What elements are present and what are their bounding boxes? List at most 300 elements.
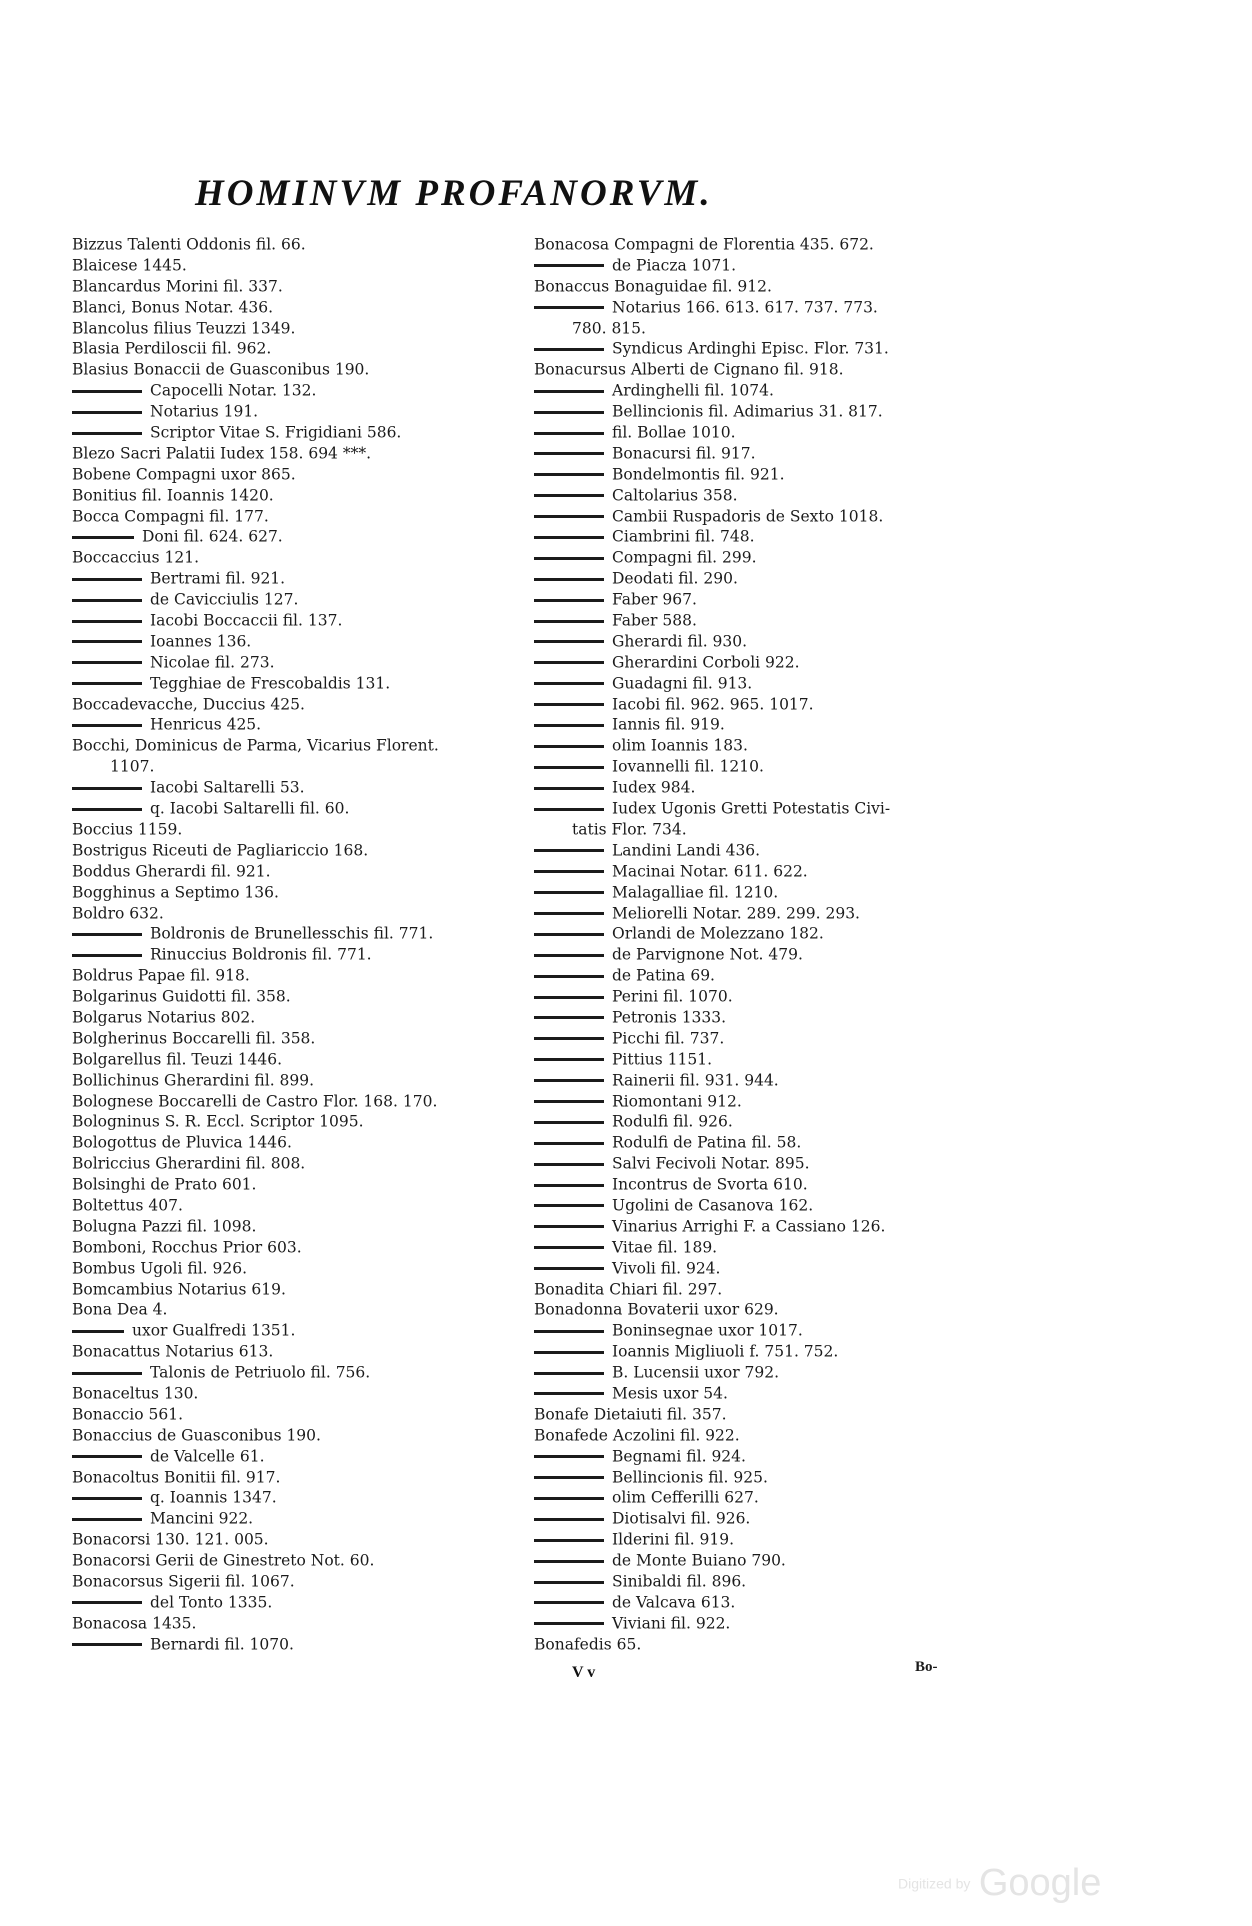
repeat-dash [534,1560,604,1563]
index-entry [534,631,954,652]
index-entry-text: Ioannis Migliuoli f. 751. 752. [612,1342,839,1361]
index-entry [72,443,522,464]
index-entry-text: Bonadita Chiari fil. 297. [534,1280,723,1299]
index-entry-text: Vivoli fil. 924. [612,1259,721,1278]
repeat-dash [72,578,142,581]
index-entry [72,1508,522,1529]
index-entry [534,1258,954,1279]
repeat-dash [534,912,604,915]
repeat-dash [534,1518,604,1521]
index-entry [72,1571,522,1592]
index-entry-text: de Valcelle 61. [150,1447,265,1466]
index-entry [72,506,522,527]
index-entry [534,422,954,443]
index-entry-text: Mesis uxor 54. [612,1384,728,1403]
index-entry-text: Begnami fil. 924. [612,1447,746,1466]
repeat-dash [72,682,142,685]
index-entry-text: Iacobi fil. 962. 965. 1017. [612,695,814,714]
index-entry-text: Bostrigus Riceuti de Pagliariccio 168. [72,841,369,860]
repeat-dash [72,787,142,790]
index-entry [72,819,522,840]
index-entry-text: Bomcambius Notarius 619. [72,1280,286,1299]
index-entry-text: Bellincionis fil. Adimarius 31. 817. [612,402,883,421]
index-entry [72,1425,522,1446]
index-entry [534,1153,954,1174]
index-entry-text: Ugolini de Casanova 162. [612,1196,814,1215]
index-entry [72,1446,522,1467]
index-entry [534,735,954,756]
index-entry [72,840,522,861]
index-entry [534,338,954,359]
index-entry [72,1592,522,1613]
repeat-dash [534,1204,604,1207]
repeat-dash [534,620,604,623]
repeat-dash [534,452,604,455]
repeat-dash [534,1058,604,1061]
index-entry-text: de Cavicciulis 127. [150,590,299,609]
index-entry-text: Syndicus Ardinghi Episc. Flor. 731. [612,340,889,358]
index-entry [72,1195,522,1216]
index-entry [534,923,954,944]
repeat-dash [534,891,604,894]
index-entry [72,882,522,903]
index-entry-text: Blezo Sacri Palatii Iudex 158. 694 ***. [72,444,372,463]
index-entry [72,1634,522,1655]
repeat-dash [534,515,604,518]
index-entry [72,1529,522,1550]
index-column-left [72,234,522,1655]
index-entry-text: Boccius 1159. [72,820,183,839]
index-entry-text: Bonaccius de Guasconibus 190. [72,1426,321,1445]
repeat-dash [72,808,142,811]
index-entry-text: Viviani fil. 922. [612,1614,731,1633]
index-entry [72,1279,522,1300]
repeat-dash [534,849,604,852]
index-entry-text: Meliorelli Notar. 289. 299. 293. [612,904,860,923]
index-entry-text: Macinai Notar. 611. 622. [612,862,808,881]
index-entry-text: Capocelli Notar. 132. [150,381,317,400]
index-entry [72,1258,522,1279]
index-entry-text: Doni fil. 624. 627. [142,528,283,547]
index-entry [72,547,522,568]
repeat-dash [72,1455,142,1458]
index-entry [534,694,954,715]
index-entry [72,1070,522,1091]
index-entry [72,422,522,443]
index-entry-text: Bollichinus Gherardini fil. 899. [72,1071,315,1090]
index-entry [534,297,954,318]
repeat-dash [534,1037,604,1040]
index-entry-text: Perini fil. 1070. [612,987,733,1006]
index-entry-text: Ilderini fil. 919. [612,1530,735,1549]
repeat-dash [534,724,604,727]
repeat-dash [72,1518,142,1521]
index-entry [72,1362,522,1383]
index-entry-text: Blanci, Bonus Notar. 436. [72,298,274,317]
repeat-dash [534,411,604,414]
repeat-dash [72,724,142,727]
repeat-dash [72,640,142,643]
index-entry-text: Boccadevacche, Duccius 425. [72,695,305,714]
index-entry [534,1467,954,1488]
index-entry [72,610,522,631]
index-entry-text: Bonacorsi 130. 121. 005. [72,1530,269,1549]
index-entry [72,1550,522,1571]
index-entry-text: Salvi Fecivoli Notar. 895. [612,1154,810,1173]
repeat-dash [534,1163,604,1166]
index-entry [534,526,954,547]
index-entry-text: Bertrami fil. 921. [150,569,286,588]
repeat-dash [534,432,604,435]
index-entry-text: Petronis 1333. [612,1008,727,1027]
index-entry [72,1320,522,1341]
index-entry-text: de Parvignone Not. 479. [612,945,803,964]
index-entry-text: Bonafedis 65. [534,1635,642,1654]
index-entry-text: Compagni fil. 299. [612,548,757,567]
index-entry [72,1216,522,1237]
index-entry-text: q. Iacobi Saltarelli fil. 60. [150,799,350,818]
repeat-dash [534,1100,604,1103]
index-entry-text: uxor Gualfredi 1351. [132,1321,296,1340]
index-entry-text: Bonacursi fil. 917. [612,444,756,463]
index-entry-text: Rodulfi fil. 926. [612,1112,733,1131]
index-entry-text: Ardinghelli fil. 1074. [612,381,774,400]
index-entry-text: Bizzus Talenti Oddonis fil. 66. [72,235,306,254]
index-entry-text: Boldro 632. [72,904,164,923]
index-entry [534,1550,954,1571]
index-entry [534,568,954,589]
page-title: HOMINVM PROFANORVM. [195,173,713,214]
repeat-dash [534,264,604,267]
index-entry [534,443,954,464]
index-entry [534,1070,954,1091]
repeat-dash [72,661,142,664]
repeat-dash [72,1330,124,1333]
repeat-dash [534,766,604,769]
index-entry-text: Boldrus Papae fil. 918. [72,966,250,985]
index-entry [72,485,522,506]
repeat-dash [72,599,142,602]
index-entry-text: Picchi fil. 737. [612,1029,725,1048]
index-entry [72,986,522,1007]
index-entry-text: Bonacorsi Gerii de Ginestreto Not. 60. [72,1551,375,1570]
repeat-dash [72,1643,142,1646]
index-entry-text: Blancolus filius Teuzzi 1349. [72,319,296,338]
index-entry [534,1216,954,1237]
index-entry [534,1571,954,1592]
repeat-dash [534,1016,604,1019]
index-entry [72,526,522,547]
index-entry [534,1279,954,1300]
repeat-dash [72,536,134,539]
index-entry-text: de Piacza 1071. [612,256,737,275]
index-entry-text: Talonis de Petriuolo fil. 756. [150,1363,371,1382]
index-entry [534,652,954,673]
repeat-dash [534,557,604,560]
index-entry [72,1132,522,1153]
index-entry-text: Bolgherinus Boccarelli fil. 358. [72,1029,316,1048]
index-entry-text: Iacobi Boccaccii fil. 137. [150,611,343,630]
index-entry-text: Bonaceltus 130. [72,1384,199,1403]
index-entry-text: Boldronis de Brunellesschis fil. 771. [150,924,434,943]
index-entry-text: Gherardini Corboli 922. [612,653,800,672]
index-entry-text: olim Ioannis 183. [612,736,748,755]
repeat-dash [72,390,142,393]
index-entry [72,861,522,882]
index-entry [534,1487,954,1508]
index-entry [534,1362,954,1383]
index-entry-text: Mancini 922. [150,1509,254,1528]
index-entry [72,464,522,485]
repeat-dash [534,1121,604,1124]
repeat-dash [534,1455,604,1458]
index-entry [534,589,954,610]
repeat-dash [534,1581,604,1584]
index-entry-text: Notarius 191. [150,402,259,421]
index-entry-text: Ciambrini fil. 748. [612,528,755,547]
repeat-dash [72,432,142,435]
repeat-dash [534,390,604,393]
index-entry-text: Diotisalvi fil. 926. [612,1509,751,1528]
index-entry [534,380,954,401]
digitized-watermark [898,1862,1101,1905]
index-entry [534,401,954,422]
index-entry [534,965,954,986]
repeat-dash [534,1225,604,1228]
index-entry [72,1467,522,1488]
index-entry-text: Boddus Gherardi fil. 921. [72,862,271,881]
index-entry [72,318,522,339]
index-entry-text: Rinuccius Boldronis fil. 771. [150,945,372,964]
repeat-dash [72,933,142,936]
index-entry-text: Blasius Bonaccii de Guasconibus 190. [72,360,370,379]
repeat-dash [534,578,604,581]
index-entry [72,359,522,380]
repeat-dash [534,348,604,351]
index-entry-text: Boltettus 407. [72,1196,183,1215]
repeat-dash [534,1601,604,1604]
index-entry-text: Bolugna Pazzi fil. 1098. [72,1217,257,1236]
index-entry-text: Rainerii fil. 931. 944. [612,1071,779,1090]
index-entry [72,714,522,735]
repeat-dash [534,1184,604,1187]
index-entry-text: Guadagni fil. 913. [612,674,753,693]
catchword: Bo- [915,1659,938,1675]
index-entry-text: Malagalliae fil. 1210. [612,883,779,902]
index-entry-text: del Tonto 1335. [150,1593,273,1612]
index-entry-text: Blancardus Morini fil. 337. [72,277,283,296]
index-entry-text: Bonaccio 561. [72,1405,184,1424]
index-entry [72,1487,522,1508]
index-entry-text: Bolognese Boccarelli de Castro Flor. 168. 170. [72,1092,438,1111]
index-entry-text: Pittius 1151. [612,1050,713,1069]
signature-mark: V v [572,1664,596,1681]
index-entry [72,944,522,965]
index-entry-text: Bonaccus Bonaguidae fil. 912. [534,277,772,296]
repeat-dash [534,1372,604,1375]
index-entry [534,777,954,798]
index-entry [72,798,522,819]
index-entry [534,1091,954,1112]
repeat-dash [534,640,604,643]
repeat-dash [534,494,604,497]
index-entry [534,1446,954,1467]
index-entry [72,1111,522,1132]
index-entry [534,1592,954,1613]
index-entry [534,1634,954,1655]
index-entry [72,1028,522,1049]
index-entry-text: 780. 815. [572,319,646,338]
index-entry-text: Bobene Compagni uxor 865. [72,465,296,484]
repeat-dash [534,1497,604,1500]
index-entry [72,673,522,694]
repeat-dash [534,473,604,476]
index-entry [534,1049,954,1070]
repeat-dash [534,1476,604,1479]
index-entry [72,903,522,924]
index-entry [534,234,954,255]
repeat-dash [534,787,604,790]
index-entry-text: Bonacosa 1435. [72,1614,197,1633]
index-entry [534,359,954,380]
index-entry-text: Gherardi fil. 930. [612,632,748,651]
index-entry [534,1111,954,1132]
index-entry [534,882,954,903]
index-entry [534,1174,954,1195]
index-entry [534,1320,954,1341]
repeat-dash [534,1330,604,1333]
index-entry-text: Bernardi fil. 1070. [150,1635,294,1654]
repeat-dash [72,411,142,414]
index-entry [72,1007,522,1028]
repeat-dash [534,1142,604,1145]
index-entry-text: B. Lucensii uxor 792. [612,1363,780,1382]
repeat-dash [534,1392,604,1395]
repeat-dash [534,975,604,978]
index-entry [534,610,954,631]
repeat-dash [534,808,604,811]
index-entry-text: Blaicese 1445. [72,256,187,275]
index-entry [72,631,522,652]
index-entry [72,297,522,318]
index-entry-text: de Patina 69. [612,966,715,985]
index-entry-text: Bonitius fil. Ioannis 1420. [72,486,274,505]
index-entry [534,1341,954,1362]
index-entry-text: Bondelmontis fil. 921. [612,465,785,484]
index-entry [72,380,522,401]
index-entry [72,276,522,297]
index-entry-text: Scriptor Vitae S. Frigidiani 586. [150,423,402,442]
index-entry-text: de Valcava 613. [612,1593,736,1612]
repeat-dash [534,1246,604,1249]
index-entry-text: Bombus Ugoli fil. 926. [72,1259,248,1278]
index-entry-text: Bologninus S. R. Eccl. Scriptor 1095. [72,1112,364,1131]
index-entry [72,1404,522,1425]
index-entry-text: Vinarius Arrighi F. a Cassiano 126. [612,1217,886,1236]
index-entry-text: Rodulfi de Patina fil. 58. [612,1133,802,1152]
index-entry [72,1237,522,1258]
index-entry [534,547,954,568]
index-entry-text: Tegghiae de Frescobaldis 131. [150,674,391,693]
index-entry-text: Caltolarius 358. [612,486,738,505]
watermark-logo-text: Google [978,1862,1102,1904]
index-entry-text: 1107. [110,757,155,776]
index-entry [534,944,954,965]
index-entry [534,1195,954,1216]
index-entry [534,714,954,735]
index-entry-text: Bonacursus Alberti de Cignano fil. 918. [534,360,844,379]
index-entry-text: Henricus 425. [150,716,262,735]
index-entry [534,1508,954,1529]
index-entry [534,1237,954,1258]
index-entry [534,903,954,924]
repeat-dash [534,682,604,685]
index-entry-text: Bocca Compagni fil. 177. [72,507,269,526]
index-entry-text: Ioannes 136. [150,632,252,651]
index-entry [534,819,954,840]
index-entry [72,735,522,756]
repeat-dash [534,1539,604,1542]
repeat-dash [534,954,604,957]
repeat-dash [72,1601,142,1604]
repeat-dash [534,870,604,873]
watermark-small-text: Digitized by [898,1875,971,1892]
index-entry-text: Boccaccius 121. [72,548,200,567]
index-entry-text: Deodati fil. 290. [612,569,738,588]
index-entry-text: de Monte Buiano 790. [612,1551,786,1570]
index-entry [72,338,522,359]
index-entry-text: Orlandi de Molezzano 182. [612,924,824,943]
index-entry-text: Iudex Ugonis Gretti Potestatis Civi- [612,799,891,818]
index-entry-text: Landini Landi 436. [612,841,761,860]
index-entry [534,506,954,527]
index-entry-text: Bolsinghi de Prato 601. [72,1175,257,1194]
index-entry [72,1091,522,1112]
repeat-dash [534,536,604,539]
repeat-dash [534,1622,604,1625]
index-entry [534,673,954,694]
index-entry [534,1383,954,1404]
index-entry [534,318,954,339]
index-entry [72,756,522,777]
repeat-dash [534,703,604,706]
index-entry [72,1341,522,1362]
index-entry [534,255,954,276]
repeat-dash [72,1497,142,1500]
repeat-dash [534,599,604,602]
index-entry-text: Sinibaldi fil. 896. [612,1572,747,1591]
index-entry-text: Bomboni, Rocchus Prior 603. [72,1238,302,1257]
repeat-dash [534,1267,604,1270]
repeat-dash [72,954,142,957]
index-entry [72,568,522,589]
index-entry [534,840,954,861]
index-entry-text: fil. Bollae 1010. [612,423,736,442]
index-entry [534,798,954,819]
index-entry-text: Cambii Ruspadoris de Sexto 1018. [612,507,884,526]
index-entry-text: Bogghinus a Septimo 136. [72,883,279,902]
index-entry-text: Bonacoltus Bonitii fil. 917. [72,1468,281,1487]
repeat-dash [534,661,604,664]
index-entry-text: Bolgarinus Guidotti fil. 358. [72,987,291,1006]
index-entry-text: Bonacorsus Sigerii fil. 1067. [72,1572,295,1591]
index-entry-text: Faber 588. [612,611,697,630]
repeat-dash [534,745,604,748]
index-entry-text: Bonacattus Notarius 613. [72,1342,274,1361]
index-entry-text: Iovannelli fil. 1210. [612,757,764,776]
index-entry [534,485,954,506]
index-entry [72,1299,522,1320]
